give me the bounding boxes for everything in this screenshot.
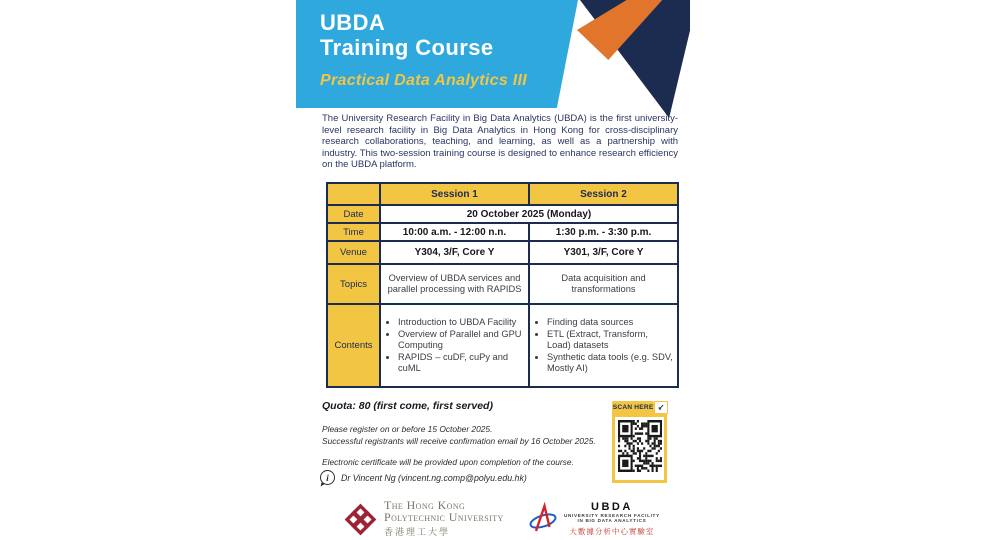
session2-header: Session 2 — [529, 183, 678, 205]
time-session2: 1:30 p.m. - 3:30 p.m. — [529, 223, 678, 241]
session1-header: Session 1 — [380, 183, 529, 205]
contents-label: Contents — [327, 304, 380, 387]
quota-line: Quota: 80 (first come, first served) — [322, 400, 493, 412]
intro-paragraph: The University Research Facility in Big Data Analytics (UBDA) is the first university-level research facility in Big Data Analytics in Hong Kong for cross-disciplinary research collaborations, teaching, and learning, as well as a partnership with industry. This two-session training course is designed to enhance research efficiency on the UBDA platform. — [322, 113, 678, 171]
table-row-time — [327, 223, 678, 241]
time-session1: 10:00 a.m. - 12:00 n.n. — [380, 223, 529, 241]
ubda-swoosh-icon — [528, 502, 558, 535]
list-item: • Finding data sources — [547, 317, 674, 328]
schedule-table — [326, 182, 679, 388]
table-header-row — [327, 183, 678, 205]
ubda-logo — [528, 501, 660, 537]
list-item: • Overview of Parallel and GPU Computing — [398, 329, 525, 351]
contents-session1-list — [384, 317, 525, 374]
topics-label: Topics — [327, 264, 380, 304]
venue-session1: Y304, 3/F, Core Y — [380, 241, 529, 264]
contents-session2 — [529, 304, 678, 387]
arrow-down-left-icon: ↙ — [654, 401, 668, 414]
polyu-name-en — [384, 500, 504, 523]
title-line-1: UBDA — [320, 10, 386, 35]
ubda-subtitle-line1: UNIVERSITY RESEARCH FACILITY — [564, 513, 660, 518]
qr-code — [618, 420, 662, 472]
scan-here-label: SCAN HERE — [612, 401, 654, 414]
ubda-subtitle-line2: IN BIG DATA ANALYTICS — [577, 518, 647, 524]
list-item: • RAPIDS – cuDF, cuPy and cuML — [398, 352, 525, 374]
corner-cell — [327, 183, 380, 205]
contents-session1 — [380, 304, 529, 387]
qr-block — [612, 401, 668, 483]
venue-session2: Y301, 3/F, Core Y — [529, 241, 678, 264]
polyu-knot-icon — [344, 501, 377, 538]
polyu-name-chinese: 香港理工大學 — [384, 527, 451, 537]
contact-row — [320, 470, 527, 485]
table-row-contents — [327, 304, 678, 387]
flyer-title — [320, 10, 493, 60]
flyer-subtitle: Practical Data Analytics III — [320, 72, 528, 89]
contact-text: Dr Vincent Ng (vincent.ng.comp@polyu.edu.hk) — [341, 472, 527, 483]
certificate-line: Electronic certificate will be provided upon completion of the course. — [322, 457, 574, 467]
polyu-logo — [344, 500, 504, 538]
date-value: 20 October 2025 (Monday) — [380, 205, 678, 223]
polyu-name-line1: The Hong Kong — [384, 498, 466, 512]
date-label: Date — [327, 205, 380, 223]
contents-session2-list — [533, 317, 674, 374]
info-bubble-icon: i — [320, 470, 335, 485]
register-deadline-line: Please register on or before 15 October 2025. — [322, 424, 493, 434]
ubda-acronym: UBDA — [591, 501, 633, 513]
list-item: • Synthetic data tools (e.g. SDV, Mostly AI) — [547, 352, 674, 374]
topics-session1: Overview of UBDA services and parallel processing with RAPIDS — [380, 264, 529, 304]
list-item: • ETL (Extract, Transform, Load) datasets — [547, 329, 674, 351]
list-item: • Introduction to UBDA Facility — [398, 317, 525, 328]
time-label: Time — [327, 223, 380, 241]
table-row-venue — [327, 241, 678, 264]
topics-session2: Data acquisition and transformations — [529, 264, 678, 304]
venue-label: Venue — [327, 241, 380, 264]
qr-code-box — [612, 414, 667, 483]
polyu-name-line2: Polytechnic University — [384, 509, 504, 524]
title-line-2: Training Course — [320, 35, 494, 60]
ubda-name-chinese: 大數據分析中心實驗室 — [569, 526, 655, 536]
table-row-date — [327, 205, 678, 223]
confirmation-email-line: Successful registrants will receive confirmation email by 16 October 2025. — [322, 436, 596, 446]
table-row-topics — [327, 264, 678, 304]
